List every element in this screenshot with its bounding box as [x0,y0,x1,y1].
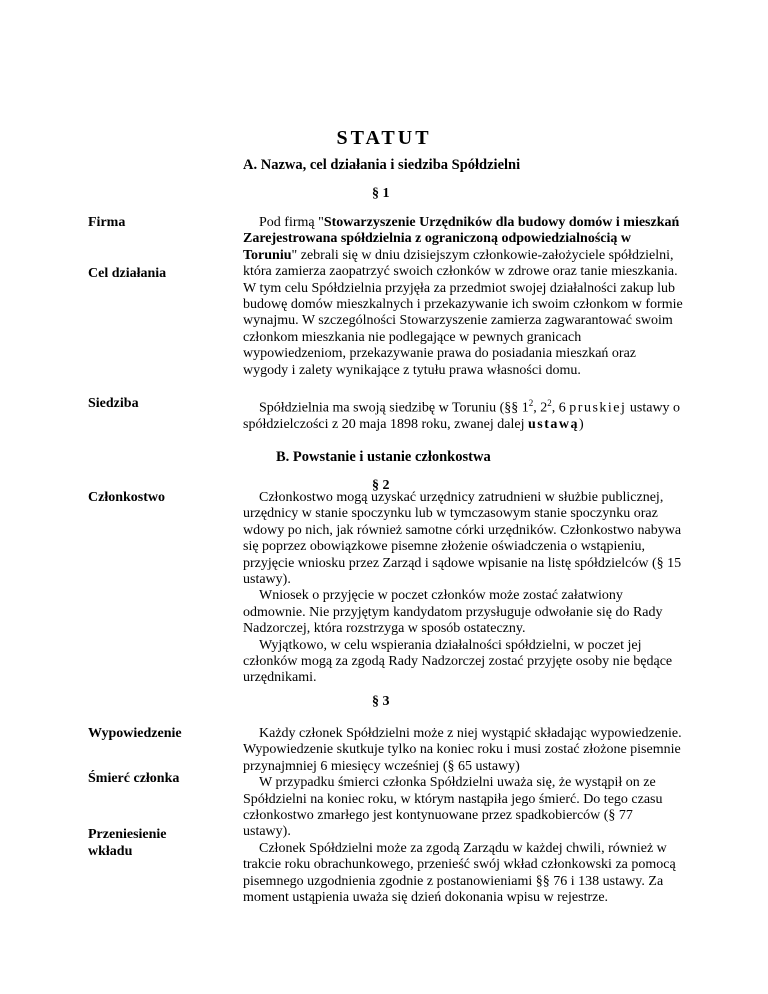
label-czlonkostwo: Członkostwo [88,490,166,505]
paragraph-3-p3: Członek Spółdzielni może za zgodą Zarządu w każdej chwili, również w trakcie roku obrachunkowego, przenieść swój wkład członkowski za pomocą pisemnego uzgodnienia zgodnie z postanowieniami §§ 76 i 138 ustawy. Za moment ustąpienia uważa się dzień dokonania wpisu w rejestrze. [243,840,676,906]
pruskiej-spaced: pruskiej [569,400,627,416]
paragraph-2-symbol: § 2 [372,478,390,493]
siedziba-text-part: ustawy o spółdzielczości z 20 maja 1898 roku, zwanej dalej [243,400,681,433]
paragraph-2-p2: Wniosek o przyjęcie w poczet członków może zostać załatwiony odmownie. Nie przyjętym kandydatom przysługuje odwołanie się do Rady Nadzorczej, która rozstrzyga w sposób ostateczny. [243,588,663,637]
paragraph-1-rest: " zebrali się w dniu dzisiejszym członkowie-założyciele spółdzielni, która zamierza zaopatrzyć swoich członków w zdrowe oraz tanie mieszkania. W tym celu Spółdzielnia przyjęła za przedmiot swojej działalności zakup lub budowę domów mieszkalnych i przekazywanie ich swoim członkom w formie wynajmu. W szczególności Stowarzyszenie zamierza zagwarantować swoim członkom mieszkania nie podlegające w pewnych granicach wypowiedzeniom, przekazywanie prawa do posiadania mieszkań oraz wygody i zalety wynikające z tytułu prawa własności domu. [243,247,683,378]
firm-name: Stowarzyszenie Urzędników dla budowy domów i mieszkań Zarejestrowana spółdzielnia z ograniczoną odpowiedzialnością w Toruniu [243,215,680,263]
superscript: 2 [547,398,552,408]
siedziba-text-part: Spółdzielnia ma swoją siedzibę w Toruniu (§§ 1 [259,400,529,416]
siedziba-text [243,395,683,433]
siedziba-text-part: , 2 [533,400,548,416]
superscript: 2 [528,398,534,408]
paragraph-1-symbol: § 1 [372,186,390,201]
firm-name-prefix: Pod firmą " [259,215,324,230]
label-cel-dzialania: Cel działania [88,266,167,281]
label-siedziba: Siedziba [88,396,139,411]
siedziba-text-part: , 6 [551,400,570,416]
paragraph-2-p1: Członkostwo mogą uzyskać urzędnicy zatrudnieni w służbie publicznej, urzędnicy w stanie spoczynku lub w tymczasowym stanie spoczynku oraz wdowy po nich, jak również samotne córki urzędników. Członkostwo nabywa się poprzez obowiązkowe pisemne złożenie oświadczenia o wstąpieniu, przyjęcie wniosku przez Zarząd i sądowe wpisanie na listę spółdzielców (§ 15 ustawy). [243,490,682,588]
label-firma: Firma [88,215,126,230]
paragraph-1-text [243,215,683,379]
paragraph-2-p3: Wyjątkowo, w celu wspierania działalności spółdzielni, w poczet jej członków mogą za zgodą Rady Nadzorczej zostać przyjęte osoby nie będące urzędnikami. [243,637,673,686]
paragraph-3-symbol: § 3 [372,694,390,709]
section-a-heading: A. Nazwa, cel działania i siedziba Spółdzielni [243,157,521,173]
label-wypowiedzenie: Wypowiedzenie [88,726,182,741]
label-przeniesienie-wkladu: Przeniesienie wkładu [88,827,167,859]
label-smierc-czlonka: Śmierć członka [88,771,180,786]
paragraph-3-text [243,726,683,906]
document-title: STATUT [336,127,432,149]
paragraph-3-p1: Każdy członek Spółdzielni może z niej wystąpić składając wypowiedzenie. Wypowiedzenie skutkuje tylko na koniec roku i musi zostać złożone pisemnie przynajmniej 6 miesięcy wcześniej (§ 65 ustawy) [243,726,682,774]
ustawa-term: ustawą [527,417,579,433]
paragraph-2-text [243,490,683,687]
siedziba-text-part: ) [578,417,584,433]
paragraph-3-p2: W przypadku śmierci członka Spółdzielni uważa się, że wystąpił on ze Spółdzielni na koniec roku, w którym nastąpiła jego śmierć. Do tego czasu członkostwo zmarłego jest kontynuowane przez spadkobierców (§ 77 ustawy). [243,775,663,840]
section-b-heading: B. Powstanie i ustanie członkostwa [276,449,491,465]
